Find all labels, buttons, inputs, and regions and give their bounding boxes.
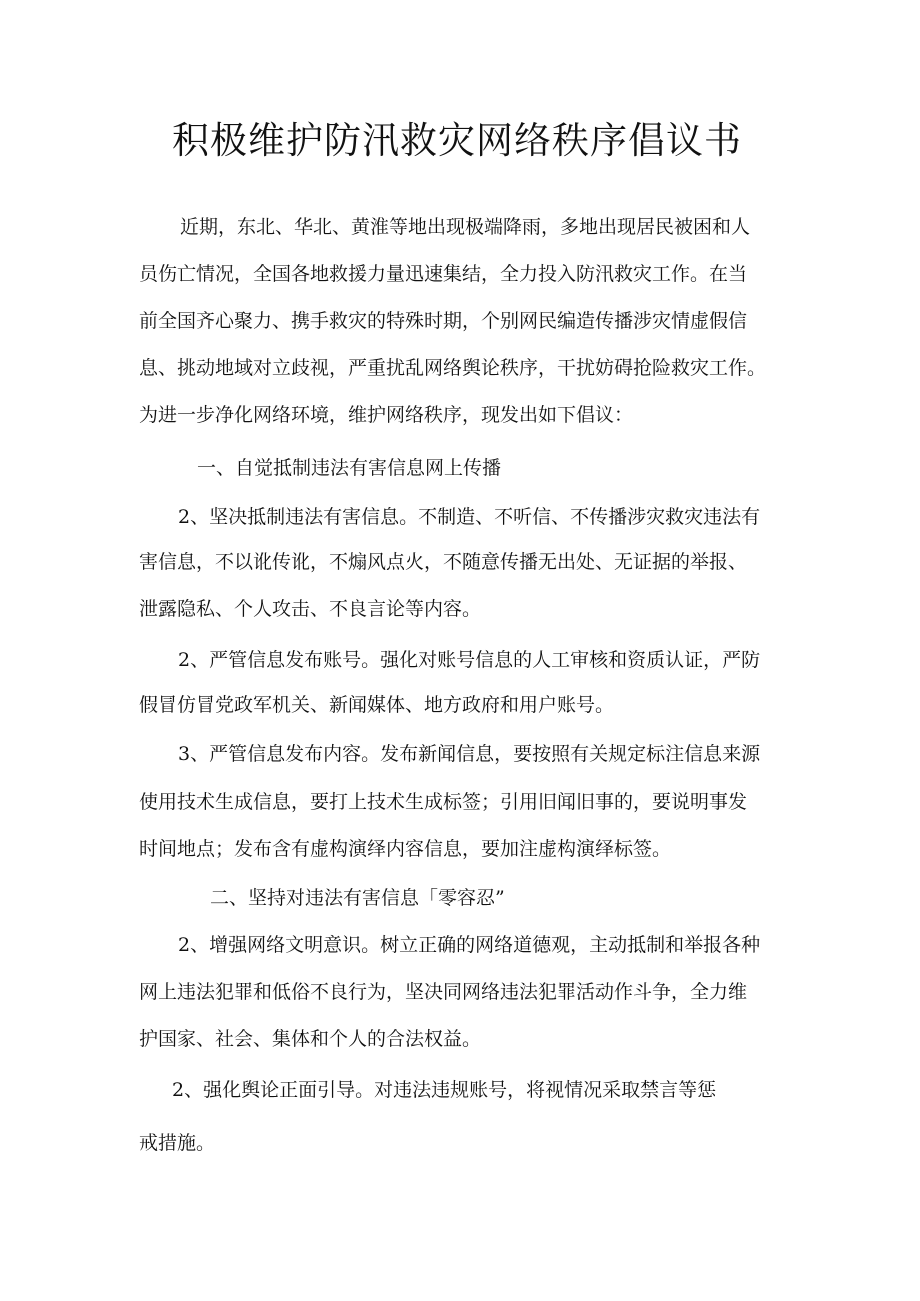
paragraph-line: 网上违法犯罪和低俗不良行为，坚决同网络违法犯罪活动作斗争，全力维 xyxy=(139,981,748,1003)
paragraph-line: 假冒仿冒党政军机关、新闻媒体、地方政府和用户账号。 xyxy=(139,694,615,716)
paragraph-line: 时间地点；发布含有虚构演绎内容信息，要加注虚构演绎标签。 xyxy=(139,838,672,860)
paragraph-line: 2、强化舆论正面引导。对违法违规账号，将视情况采取禁言等惩 xyxy=(172,1079,717,1101)
paragraph-line: 2、坚决抵制违法有害信息。不制造、不听信、不传播涉灾救灾违法有 xyxy=(178,506,761,528)
paragraph-line: 泄露隐私、个人攻击、不良言论等内容。 xyxy=(139,598,482,620)
intro-line: 近期，东北、华北、黄淮等地出现极端降雨，多地出现居民被困和人 xyxy=(180,216,751,238)
section-heading: 一、自觉抵制违法有害信息网上传播 xyxy=(197,457,502,479)
intro-line: 前全国齐心聚力、携手救灾的特殊时期，个别网民编造传播涉灾情虚假信 xyxy=(139,310,748,332)
document-title: 积极维护防汛救灾网络秩序倡议书 xyxy=(172,119,742,162)
paragraph-line: 2、增强网络文明意识。树立正确的网络道德观，主动抵制和举报各种 xyxy=(178,934,761,956)
paragraph-line: 护国家、社会、集体和个人的合法权益。 xyxy=(139,1028,482,1050)
intro-line: 息、挑动地域对立歧视，严重扰乱网络舆论秩序，干扰妨碍抢险救灾工作。 xyxy=(139,357,767,379)
paragraph-line: 害信息，不以讹传讹，不煽风点火，不随意传播无出处、无证据的举报、 xyxy=(139,551,748,573)
intro-line: 为进一步净化网络环境，维护网络秩序，现发出如下倡议： xyxy=(139,404,634,426)
paragraph-line: 使用技术生成信息，要打上技术生成标签；引用旧闻旧事的，要说明事发 xyxy=(139,791,748,813)
paragraph-line: 3、严管信息发布内容。发布新闻信息，要按照有关规定标注信息来源 xyxy=(178,743,761,765)
section-heading: 二、坚持对违法有害信息「零容忍” xyxy=(210,887,505,909)
paragraph-line: 2、严管信息发布账号。强化对账号信息的人工审核和资质认证，严防 xyxy=(178,649,761,671)
paragraph-line: 戒措施。 xyxy=(139,1132,216,1154)
intro-line: 员伤亡情况，全国各地救援力量迅速集结，全力投入防汛救灾工作。在当 xyxy=(139,263,748,285)
